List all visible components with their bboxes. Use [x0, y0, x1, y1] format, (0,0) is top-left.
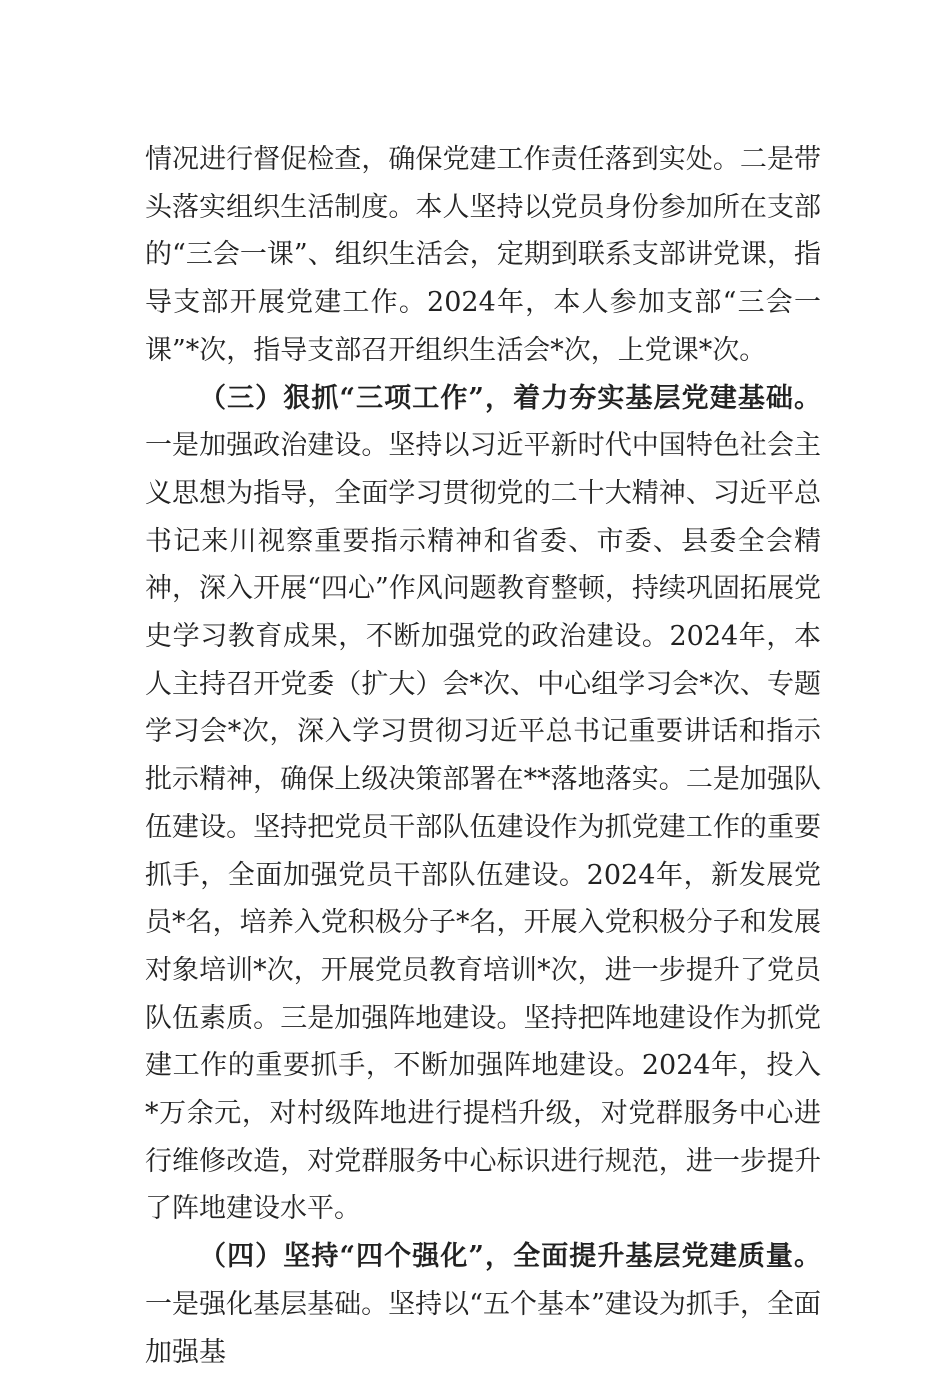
document-body — [145, 136, 821, 1376]
section-4-heading: （四）坚持“四个强化”，全面提升基层党建质量。 — [199, 1241, 821, 1273]
paragraph-3 — [145, 1233, 821, 1376]
paragraph-1-text: 情况进行督促检查，确保党建工作责任落到实处。二是带头落实组织生活制度。本人坚持以党员身份参加所在支部的“三会一课”、组织生活会，定期到联系支部讲党课，指导支部开展党建工作。2024年，本人参加支部“三会一课”*次，指导支部召开组织生活会*次，上党课*次。 — [145, 144, 821, 366]
paragraph-2-text: 一是加强政治建设。坚持以习近平新时代中国特色社会主义思想为指导，全面学习贯彻党的二十大精神、习近平总书记来川视察重要指示精神和省委、市委、县委全会精神，深入开展“四心”作风问题教育整顿，持续巩固拓展党史学习教育成果，不断加强党的政治建设。2024年，本人主持召开党委（扩大）会*次、中心组学习会*次、专题学习会*次，深入学习贯彻习近平总书记重要讲话和指示批示精神，确保上级决策部署在**落地落实。二是加强队伍建设。坚持把党员干部队伍建设作为抓党建工作的重要抓手，全面加强党员干部队伍建设。2024年，新发展党员*名，培养入党积极分子*名，开展入党积极分子和发展对象培训*次，开展党员教育培训*次，进一步提升了党员队伍素质。三是加强阵地建设。坚持把阵地建设作为抓党建工作的重要抓手，不断加强阵地建设。2024年，投入*万余元，对村级阵地进行提档升级，对党群服务中心进行维修改造，对党群服务中心标识进行规范，进一步提升了阵地建设水平。 — [145, 430, 821, 1225]
paragraph-1 — [145, 136, 821, 375]
section-3-heading: （三）狠抓“三项工作”，着力夯实基层党建基础。 — [199, 382, 821, 414]
paragraph-3-text: 一是强化基层基础。坚持以“五个基本”建设为抓手，全面加强基 — [145, 1288, 821, 1368]
paragraph-2 — [145, 375, 821, 1234]
